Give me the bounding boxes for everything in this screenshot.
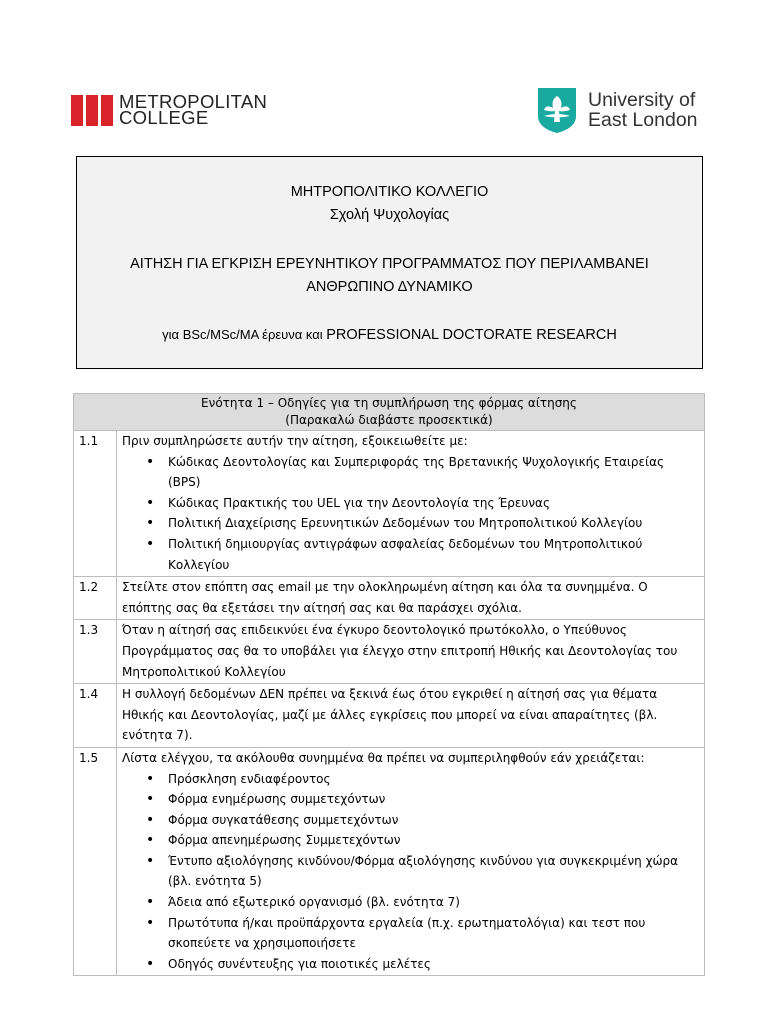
section1-heading-cell <box>74 394 705 431</box>
metropolitan-college-logo <box>71 91 268 128</box>
form-subtitle-main: PROFESSIONAL DOCTORATE RESEARCH <box>326 327 617 343</box>
row-text: Όταν η αίτησή σας επιδεικνύει ένα έγκυρο δεοντολογικό πρωτόκολλο, ο Υπεύθυνος Προγράμματος σας θα το υποβάλει για έλεγχο στην επιτροπή Ηθικής και Δεοντολογίας του Μητροπολιτικού Κολλεγίου <box>117 620 705 684</box>
row-text: Λίστα ελέγχου, τα ακόλουθα συνημμένα θα πρέπει να συμπεριληφθούν εάν χρειάζεται: <box>122 750 645 765</box>
section1-table <box>73 393 705 976</box>
row-text: Πριν συμπληρώσετε αυτήν την αίτηση, εξοικειωθείτε με: <box>122 434 468 448</box>
school-name: Σχολή Ψυχολογίας <box>329 207 450 223</box>
metropolitan-logo-bars-icon <box>71 95 113 126</box>
row-text: Στείλτε στον επόπτη σας email με την ολοκληρωμένη αίτηση και όλα τα συνημμένα. Ο επόπτης σας θα εξετάσει την αίτησή σας και θα παράσχει σχόλια. <box>117 577 705 620</box>
list-item: • Πολιτική δημιουργίας αντιγράφων ασφαλείας δεδομένων του Μητροπολιτικού Κολλεγίου <box>168 534 700 575</box>
row-content <box>117 431 705 577</box>
form-subtitle-prefix: για BSc/MSc/MA έρευνα και <box>162 327 327 342</box>
bullet-list <box>122 769 700 975</box>
row-number: 1.4 <box>74 684 117 748</box>
uel-logo-line2: East London <box>588 109 698 131</box>
list-item: • Κώδικας Πρακτικής του UEL για την Δεοντολογία της Έρευνας <box>168 493 700 514</box>
section1-heading: Ενότητα 1 – Οδηγίες για τη συμπλήρωση της φόρμας αίτησης <box>201 396 577 410</box>
form-subtitle <box>77 324 702 346</box>
row-number: 1.5 <box>74 747 117 976</box>
list-item: • Φόρμα συγκατάθεσης συμμετεχόντων <box>168 810 700 831</box>
uel-logo-line1: University of <box>588 89 696 111</box>
uel-crest-icon <box>534 86 580 134</box>
table-row <box>74 577 705 620</box>
table-row <box>74 684 705 748</box>
table-row <box>74 747 705 976</box>
row-text: Η συλλογή δεδομένων ΔΕΝ πρέπει να ξεκινά έως ότου εγκριθεί η αίτησή σας για θέματα Ηθικής και Δεοντολογίας, μαζί με άλλες εγκρίσεις που μπορεί να είναι απαραίτητες (βλ. ενότητα 7). <box>117 684 705 748</box>
metropolitan-logo-line1: METROPOLITAN <box>119 91 268 112</box>
section1-heading-row <box>74 394 705 431</box>
form-title-line2: ΑΝΘΡΩΠΙΝΟ ΔΥΝΑΜΙΚΟ <box>306 279 473 295</box>
list-item: • Οδηγός συνέντευξης για ποιοτικές μελέτες <box>168 954 700 975</box>
uel-logo <box>534 86 698 134</box>
row-number: 1.1 <box>74 431 117 577</box>
list-item: • Άδεια από εξωτερικό οργανισμό (βλ. ενότητα 7) <box>168 892 700 913</box>
list-item: • Φόρμα απενημέρωσης Συμμετεχόντων <box>168 830 700 851</box>
row-number: 1.2 <box>74 577 117 620</box>
list-item: • Φόρμα ενημέρωσης συμμετεχόντων <box>168 789 700 810</box>
form-title-line1: ΑΙΤΗΣΗ ΓΙΑ ΕΓΚΡΙΣΗ ΕΡΕΥΝΗΤΙΚΟΥ ΠΡΟΓΡΑΜΜΑΤΟΣ ΠΟΥ ΠΕΡΙΛΑΜΒΑΝΕΙ <box>130 256 649 272</box>
list-item: • Πρόσκληση ενδιαφέροντος <box>168 769 700 790</box>
bullet-list <box>122 452 700 576</box>
title-box <box>76 156 703 369</box>
section1-subheading: (Παρακαλώ διαβάστε προσεκτικά) <box>285 413 493 427</box>
list-item: • Πολιτική Διαχείρισης Ερευνητικών Δεδομένων του Μητροπολιτικού Κολλεγίου <box>168 513 700 534</box>
table-row <box>74 431 705 577</box>
list-item: • Έντυπο αξιολόγησης κινδύνου/Φόρμα αξιολόγησης κινδύνου για συγκεκριμένη χώρα (βλ. ενότητα 5) <box>168 851 700 892</box>
metropolitan-logo-text <box>119 91 268 128</box>
uel-logo-text <box>588 90 698 130</box>
metropolitan-logo-line2: COLLEGE <box>119 107 209 128</box>
table-row <box>74 620 705 684</box>
row-number: 1.3 <box>74 620 117 684</box>
list-item: • Κώδικας Δεοντολογίας και Συμπεριφοράς της Βρετανικής Ψυχολογικής Εταιρείας (BPS) <box>168 452 700 493</box>
row-content <box>117 747 705 976</box>
list-item: • Πρωτότυπα ή/και προϋπάρχοντα εργαλεία (π.χ. ερωτηματολόγια) και τεστ που σκοπεύετε να χρησιμοποιήσετε <box>168 913 700 954</box>
college-name: ΜΗΤΡΟΠΟΛΙΤΙΚΟ ΚΟΛΛΕΓΙΟ <box>290 184 489 200</box>
